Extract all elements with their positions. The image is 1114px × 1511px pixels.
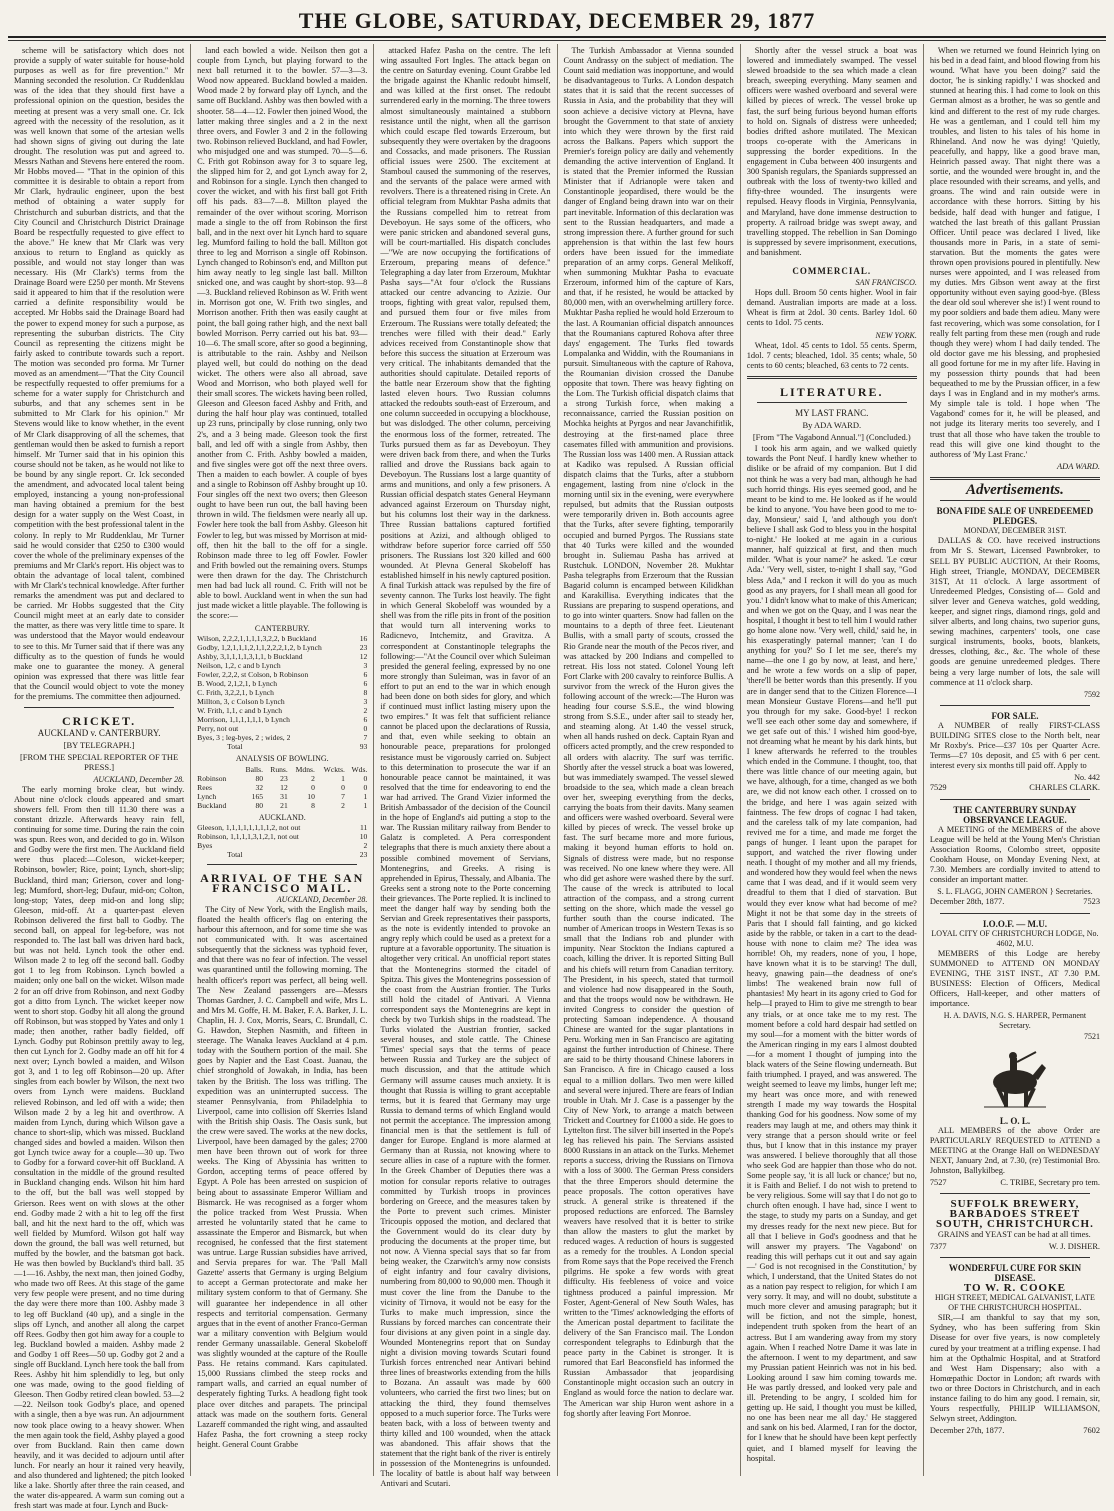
runs: 7 [363,733,368,743]
scorecard-total-row [197,742,367,751]
ad-text: ALL MEMBERS of the above Order are PARTICULARLY REQUESTED to ATTEND a MEETING at the Orange Hall on WEDNESDAY NEXT, January 2nd, at 7.30, (re) Testimonial Bro. Johnston, Ballykilbeg. [929,1125,1101,1176]
ad-date: December 28th, 1877. [929,897,1005,907]
divider [940,799,1090,800]
divider [207,864,357,865]
ad-sunday-observance [930,805,1100,908]
bowling-figure: 23 [280,773,288,783]
bowling-row [197,792,367,801]
scorecard-row [197,733,367,742]
column-5 [741,44,924,1476]
masthead [8,6,1106,38]
ad-text: A MEETING of the MEMBERS of the above League will be held at the Young Men's Christian Association Rooms, Colombo street, opposite Cookham House, on Monday Evening Next, at 7.30. Members are cordially invited to attend to consider an important matter. [929,824,1101,885]
story-conclusion: When we returned we found Heinrich lying on his bed in a dead faint, and blood flowing from his wound. 'What have you been doing?' said the doctor, 'he is sinking rapidly.' I was shocked and stunned at hearing this. I had come to look on this German almost as a brother, he was so gentle and kind and different to the rest of my rude charges. He was a gentleman, and I could tell him my troubles, and listen to his tales of his home in Rhineland. And now he was dying! 'Quietly, peacefully, and happy, like a good brave man, Heinrich passed away. That night there was a sortie, and the wounded were brought in, and the place resounded with their screams, and yells, and groans. The wind and rain outside were in accordance with these horrors. Sitting by his bedside, half dead with hunger and fatigue, I watched the last breath of this gallant Prussian Officer. Until peace was declared I lived, like thousands more in Paris, in a state of semi-starvation. But the moments the gates were thrown open provisions poured in plentifully. New nurses were appointed, and I was released from my duties. Mrs Gibson went away at the first opportunity without even saying good-bye. (Bless the dear old soul wherever she is!) I went round to my poor soldiers and bade them adieu. Many were fast recovering, which was some consolation, for I really felt parting from these men (rough and rude though they were) whom I had daily tended. The old doctor gave me his blessing, and prophesied all good fortune for me in my after life. Having in my possession thirty pounds that had been bequeathed to me by the Prussian officer, in a few days I was in England and in my mother's arms. My simple tale is told. I hope when 'The Vagabond' comes for it, he will be pleased, and not judge its literary merits too severely, and I trust that all those who have taken the trouble to read this will give one kind thought to the authoress of 'My Last Franc.' [929,46,1101,459]
ad-address: HIGH STREET, MEDICAL GALVANIST, LATE OF THE CHRISTCHURCH HOSPITAL. [935,1293,1095,1313]
ad-heading: I.O.O.F. — M.U. [982,918,1048,929]
batsman: B. Wood, 2,1,2,1, b Lynch [197,679,277,689]
ad-heading: L. O. L. [999,1115,1031,1126]
ad-building-sites [930,711,1100,794]
divider [940,913,1090,914]
bowler: Robinson [197,773,227,783]
bowling-figure: 1 [363,791,368,801]
divider [930,477,1100,480]
story-title: MY LAST FRANC. [795,408,869,418]
cricket-match-title: AUCKLAND v. CANTERBURY. [37,728,161,739]
commercial-sf-dateline: SAN FRANCISCO. [855,278,917,288]
divider [940,705,1090,706]
batsman: Gleeson, 1,1,1,1,1,1,1,1,2, not out [197,822,301,832]
ad-number: 7523 [1083,897,1101,907]
water-supply-report: scheme will be satisfactory which does not provide a supply of water suitable for house-hold purposes as well as for fire prevention." Mr Manning seconded the resolution. Cr Ruddenklau was of the idea that they should first have a professional opinion on the question, besides the meeting at present was a very small one. Cr. Ick agreed with the necessity of the resolution, as it was well known that some of the artesian wells had shown signs of giving out during the late drought. The resolution was put and agreed to. Messrs Nathan and Stevens here entered the room. Mr Hobbs moved— "That in the opinion of this committee it is desirable to obtain a report from Mr Clark, hydraulic engineer, upon the best method of obtaining a water supply for Christchurch and suburban districts, and that the City Council and Christchurch District Drainage Board be respectfully requested to give effect to the above." He knew that Mr Clark was very anxious to return to England as quickly as possible, and would not stay longer than was necessary. His (Mr Clark's) terms from the Drainage Board were £250 per month. Mr Stevens said it appeared to him that if the resolution were carried a definite responsibility would be accepted. Mr Hobbs said the Drainage Board had the power to expend money for such a purpose, as representing the suburban districts. The City Council as representing the citizens might be fairly asked to contribute towards such a report. The motion was seconded pro forma. Mr Turner moved as an amendment—"That the City Council be respectfully requested to offer premiums for a scheme for a water supply for Christchurch and suburbs, and that any schemes sent in be submitted to Mr Clark for his opinion." Mr Stevens would like to know whether, in the event of Mr Clark disapproving of all the schemes, that gentleman would then be asked to furnish a report himself. Mr Turner said that in his opinion this course should not be taken, as he would not like to be bound by any single report. Cr. Ick seconded the amendment, and advocated local talent being employed, instancing a young non-professional man having obtained a premium for the best design for a water supply on the West Coast, in competition with the best professional talent in the colony. In reply to Mr Ruddenklau, Mr Turner said he would consider that £250 to £300 would cover the whole of the preliminary expenses of the premiums and Mr Clark's report. His object was to obtain the advantage of local talent, combined with Mr Clark's technical knowledge. After further remarks the amendment was put and declared to be carried. Mr Hobbs suggested that the City Council might meet at an early date to consider the matter, as there was very little time to spare. It was understood that the Mayor would endeavour to see to this. Mr Turner said that if there was any difficulty as to the question of funds he would make one to guarantee the money. A general opinion was expressed that there was little fear that the Council would object to vote the money for the premiums. The committee then adjourned. [14,46,185,701]
bowling-row [197,774,367,783]
literature-heading: LITERATURE. [780,384,884,399]
bowler: Lynch [197,791,217,801]
batsman: Robinson, 1,1,1,1,3,1,2,1, not out [197,831,299,841]
bowling-figure: 165 [251,791,264,801]
bowling-figure: 1 [363,800,368,810]
bowling-figure: 12 [280,782,288,792]
bowling-header: Runs. [270,764,288,774]
divider [940,500,1090,501]
masthead-rule [8,40,1106,41]
bowling-figure: 2 [341,800,345,810]
ad-text: A NUMBER of really FIRST-CLASS BUILDING SITES close to the North belt, near Mr Roxby's. Price—£37 10s per Quarter Acre. Terms—£7 10s deposit, and £5 with 6 per cent. interest every six months till paid off. Apply to [929,720,1101,771]
runs: 8 [363,688,368,698]
runs: 6 [363,670,368,680]
divider [940,1193,1090,1194]
scorecard-row [197,688,367,697]
mail-dateline: AUCKLAND, December 28. [276,894,368,904]
ad-recipient: TO W. R. COOKE [963,1281,1067,1294]
bowling-figure: 80 [255,773,264,783]
batsman: Millton, 3, c Colson b Lynch [197,697,285,707]
newspaper-columns [8,44,1106,1511]
cricket-heading: CRICKET. [62,714,137,729]
advertisements-heading: Advertisements. [965,481,1064,498]
bowling-header: Wds. [351,764,368,774]
runs: 16 [359,634,368,644]
ad-heading: THE CANTERBURY SUNDAY OBSERVANCE LEAGUE. [953,804,1077,825]
scorecard-row [197,679,367,688]
column-4 [558,44,741,1476]
ad-heading: SUFFOLK BREWERY, BARBADOES STREET SOUTH, CHRISTCHURCH. [936,1198,1094,1231]
scorecard-row [197,706,367,715]
scorecard-row [197,715,367,724]
auckland-total-value: 23 [359,849,368,859]
ad-text: MEMBERS of this Lodge are hereby SUMMONED to ATTEND ON MONDAY EVENING, THE 31ST INST., AT 7.30 P.M. BUSINESS: Election of Officers, Medical Officers, Hall-keeper, and other matters of importance. [929,948,1101,1009]
scorecard-row [197,661,367,670]
war-news: attacked Hafez Pasha on the centre. The left wing assaulted Fort Ingles. The attack began on the centre on Saturday evening. Count Grabbe led the brigade against the Khanlic redoubt himself, and was killed at the first onset. The redoubt surrendered early in the morning. The three towers almost simultaneously maintained a stubborn resistance until the night, when all the garrison which could escape fled towards Erzeroum, but subsequently they were overtaken by the dragoons and Cossacks, and made prisoners. The Russian official issues were 2500. The excitement at Stamboul caused the summoning of the reserves, and the servants of the palace were armed with revolvers. There is a threatened rising in Crete. An official telegram from Mukhtar Pasha admits that the Russians compelled him to retreat from Deveboyun. He says some of the officers, who were panic stricken and abandoned several guns, will be court-martialled. His dispatch concludes—"We are now occupying the fortifications of Erzeroum, preparing means of defence." Telegraphing a day later from Erzeroum, Mukhtar Pasha says—"At four o'clock the Russians attacked our centre advancing to Azizie. Our troops, fighting with great valor, repulsed them, and pursued them four or five miles from Erzeroum. The Russians were totally defeated; the trenches were filled with their dead." Early advices received from Constantinople show that before this success the situation at Erzeroum was very critical. The inhabitants demanded that the authorities should capitulate. Detailed reports of the battle near Erzeroum show that the fighting lasted eleven hours. Two Russian columns attacked the redoubts south-east of Erzeroum, and one column succeeded in occupying a blockhouse, but was dislodged. The other column, perceiving the enormous loss of the former, retreated. The Turks pursued them as far as Deveboyun. They were driven back from there, and when the Turks rallied and drove the Russians back again to Deveboyun. The Russians lost a large quantity of arms and munitions, and only a few prisoners. A Russian official despatch states General Heymann advanced against Erzeroum on Thursday night, but his columns lost their way in the darkness. Three Russian battalions captured fortified positions at Azizi, and although obliged to withdraw before superior force carried off 550 prisoners. The Russians lost 320 killed and 600 wounded. At Plevna General Skobeloff has established himself in his newly captured position. A final Turkish attack was repulsed by the fire of seventy cannon. The Turks lost heavily. The fight in which General Skobeloff was wounded by a shell was from the rifle pits in front of the position that would turn all intervening works to Radicnevo, Intchemitz, and Gravitza. A correspondent at Constantinople telegraphs the following:—"At the Council over which Suleiman presided the general feeling, expressed by no one more strongly than Suleiman, was in favor of an effort to put an end to the war in which enough had been done on both sides for glory, and which if continued must inflict lasting misery upon the two empires." It was felt that sufficient reliance cannot be placed upon the declarations of Russia, and that, even while seeking to obtain an honourable peace, preparations for prolonged resistance must be vigorously carried on. Subject to this determination to prosecute the war if an honourable peace cannot be maintained, it was resolved that the time for endeavoring to end the war had arrived. The Grand Vizier informed the British Ambassador of the decision of the Council in the hope of England's aid putting a stop to the war. The Russian military railway from Bender to Galatz is completed. A Pera correspondent telegraphs that there is much anxiety there about a possible combined movement of Servians, Montenegrins, and Greeks. A rising is apprehended in Epirus, Thessaly, and Albania. The Greeks sent a strong note to the Porte concerning their grievances. The Porte replied. It is inclined to meet the danger half way by sending both the Servian and Greek representatives their passports, as the note is evidently intended to provoke an angry reply which could be used as a pretext for a rupture at a favorable opportunity. The situation is altogether very critical. An unofficial report states that the Montenegrins stormed the citadel of Spitza. This gives the Montenegrins possession of the coast from the Austrian frontier. The Turks still hold the citadel of Antivari. A Vienna correspondent says the Montenegrins are kept in check by two Turkish ships in the roadstead. The Turks violated the Austrian frontier, sacked several houses, and stole cattle. The Chinese 'Times' special says that the terms of peace between Russia and Turkey are the subject of much discussion, and that the attitude which Germany will assume causes much anxiety. It is thought that Russia is willing to grant acceptable terms, but it is feared that Germany may urge Russia to demand terms of which England would not permit the acceptance. The impression among financial men is that the settlement is full of danger for Europe. England is more alarmed at Germany than at Russia, not knowing where to secure allies in case of a rupture with the former. In the Greek Chamber of Deputies there was a motion for consular reports relative to outrages committed by Turkish troops in provinces bordering on Greece, and the measures taken by the Porte to prevent such crimes. Minister Tricoupis opposed the motion, and declared that the Government would do its clear duty by producing the documents at the proper time, but not now. A Vienna special says that so far from being weaker, the Czarwitch's army now consists of eight infantry and four cavalry divisions, numbering from 80,000 to 90,000 men. Though it must cover the line from the Danube to the vicinity of Tirnova, it would not be easy for the Turks to make much impression, since the Russians by forced marches can concentrate their four divisions at any given point in a single day. Wounded Montenegrins report that on Sunday night a division moving towards Scutari found Turkish forces entrenched near Antivari behind three lines of breastworks extending from the hills to Bozana. An assault was made by 600 volunteers, who carried the first two lines; but on attacking the third, they found themselves opposed to a much superior force. The Turks were beaten back, with a loss of between twenty and thirty killed and 100 wounded, when the attack was abandoned. This affair shows that the statement that the right bank of the river is entirely in possession of the Montenegrins is unfounded. The locality of battle is about half way between Antivari and Scutari. [380,46,551,1489]
ad-date: December 27th, 1877. [929,1426,1005,1436]
bowling-figure: 1 [341,773,345,783]
bowling-analysis-table [197,765,367,810]
runs: 6 [363,679,368,689]
scorecard-row [197,634,367,643]
bowling-figure: 0 [341,782,345,792]
ad-suffolk-brewery [930,1199,1100,1251]
runs: 3 [363,697,368,707]
divider [757,402,907,403]
batsman: Perry, not out [197,724,239,734]
batsman: Morrison, 1,1,1,1,1,1, b Lynch [197,715,290,725]
batsman: Fowler, 2,2,2, st Colson, b Robinson [197,670,309,680]
divider [747,376,917,379]
bowling-figure: 0 [363,782,368,792]
bowling-header [197,765,238,774]
bowling-figure: 10 [307,791,315,801]
scorecard-row [197,823,367,832]
bowling-figure: 8 [311,800,315,810]
ad-reference: No. 442 [1074,773,1101,783]
cricket-dateline: AUCKLAND, December 28. [93,774,185,784]
runs: 2 [363,706,368,716]
batsman: Ashby, 3,1,1,1,1,3,1,1, b Buckland [197,652,303,662]
ad-skin-disease-cure [930,1263,1100,1437]
story-source: [From "The Vagabond Annual."] (Concluded.) [752,432,911,443]
ad-advertiser: CHARLES CLARK. [1029,783,1101,793]
scorecard-row [197,697,367,706]
ad-secretary: C. TRIBE, Secretary pro tem. [1000,1178,1101,1188]
runs: 10 [359,831,368,841]
scorecard-row [197,832,367,841]
batsman: Wilson, 2,2,2,1,1,1,1,3,2,2, b Buckland [197,634,317,644]
commercial-heading: COMMERCIAL. [792,265,872,276]
cricket-report: The early morning broke clear, but windy. About nine o'clock clouds appeared and smart showers fell. From then till 11.30 there was a constant drizzle. Afterwards heavy rain fell, continuing for some time. During the rain the coin was spun. Rees won, and decided to go in. Wilson and Godby were the first men. The Auckland field were thus placed:—Coleson, wicket-keeper; Robinson, bowler; Rice, point; Lynch, short-slip; Buckland, third man; Grierson, cover and long-leg; Mumford, short-leg; Dufaur, mid-on; Colton, long-stop; Yates, deep mid-on and long slip; Gleeson, mid-off. At a quarter-past eleven Robinson delivered the first ball to Godby. The second ball, on appeal for leg-before, was not responded to. The last ball was driven hard back, but was not held. Lynch took the other end. Wilson made 2 to leg off the second ball. Godby got 1 to leg from Robinson. Lynch bowled a maiden; only one ball on the wicket. Wilson made 2 for an off drive from Robinson, and next Godby got a ditto from Lynch. The wicket keeper now went to short stop. Godby hit all along the ground off Robinson, but was stopped by Yates and only 1 made; then another, rather badly fielded, off Lynch. Godby put Robinson prettily away to leg, then cut Lynch for 2. Godby made an off hit for 4 next over; Lynch bowled a maiden, and Wilson got 3, and 1 to leg off Robinson—20 up. After singles from each bowler by Wilson, the next two overs from Lynch were maidens. Buckland relieved Robinson, and led off with a wide; then Wilson made 2 by a leg hit and overthrow. A maiden from Lynch, during which Wilson gave a chance to short-slip, which was missed. Buckland changed sides and bowled a maiden. Wilson then got Lynch twice away for a couple—30 up. Two to Godby for a forward cover-hit off Buckland. A consultation in the middle of the ground resulted in Buckland changing ends. Wilson hit him hard to the off, but the ball was well stopped by Grierson. Rees went on with slows at the other end. Godby made 2 with a hit to leg off the first ball, and hit the next hard to the off, which was well fielded by Mumford. Wilson got half way down the ground, the ball was well returned, but muffed by the bowler, and the batsman got back. He was then bowled by Buckland's third ball. 35—1—16. Ashby, the next man, then joined Godby, who made two off Rees. At this stage of the game very few people were present, and no time during the day were there more than 100. Ashby made 3 to leg off Buckland (40 up), and a single in the slips off Lynch, and another all along the carpet off Rees. Godby then got him away for a couple to leg. Buckland bowled a maiden. Ashby made 2 and Godby 1 off Rees—50 up. Godby got 2 and a single off Buckland. Lynch here took the ball from Rees. Ashby hit him splendidly to leg, but only one was made, owing to the good fielding of Gleeson. Then Godby retired clean bowled. 53—2—22. Neilson took Godby's place, and opened with a single, then a bye was run. An adjournment now took place owing to a heavy shower. When the men again took the field, Ashby played a good over from Buckland. Rain then came down heavily, and it was decided to adjourn until after lunch. For nearly an hour it rained very heavily, and also thundered and lightened; the pitch looked like a lake. Shortly after three the rain ceased, and the water dis-appeared. A warm sun coming out a fresh start was made at four. Lynch and Buck- [14,784,185,1511]
batsman: Neilson, 1,2, c and b Lynch [197,661,281,671]
commercial-sf-text: Hops dull. Broom 50 cents higher. Wool in fair demand. Australian imports are made at a loss. Wheat is firm at 2dol. 30 cents. Barley 1dol. 60 cents to 1dol. 75 cents. [746,288,917,328]
ad-number: 7602 [1083,1426,1101,1436]
column-2 [191,44,374,1476]
bowling-figure: 21 [280,800,288,810]
ad-text: SIR,—I am thankful to say that my son, Sydney, who has been suffering from Skin Disease for over five years, is now completely cured by your treatment at a trifling expense. I had him at the Opthalmic Hospital, and at Stratford and West Ham Dispensary; also with a Homœpathic Doctor in London; aft rwards with two or three Doctors in Christchurch, and in each instance failing to do him any good. I remain, sir, Yours respectfully, PHILIP WILLIAMSON, Selwyn street, Addington. [929,1313,1101,1424]
batsman: W. Frith, 1,1, c and b Lynch [197,706,283,716]
bowling-header: Wckts. [323,764,345,774]
canterbury-score-heading: CANTERBURY. [254,624,310,634]
horseman-emblem-icon [980,1048,1050,1110]
auckland-total-label: Total [227,849,243,859]
ad-officers: H. A. DAVIS, N.G. S. HARPER, Permanent Secretary. [943,1011,1087,1031]
mail-heading: ARRIVAL OF THE SAN FRANCISCO MAIL. [200,870,365,895]
bowling-figure: 2 [311,773,315,783]
ad-date: MONDAY, DECEMBER 31ST. [963,526,1067,536]
runs: 23 [359,643,368,653]
ad-number: 7527 [929,1178,947,1188]
column-1 [8,44,191,1511]
bowler: Buckland [197,800,227,810]
ad-heading: BONA FIDE SALE OF UNREDEEMED PLEDGES. [936,506,1094,527]
total-value: 93 [359,742,368,752]
auckland-scorecard [197,823,367,859]
scorecard-row [197,670,367,679]
auckland-total-row [197,850,367,859]
ad-advertiser: W. J. DISHER. [1048,1241,1101,1251]
batsman: C. Frith, 3,2,2,1, b Lynch [197,688,274,698]
bowling-figure: 80 [255,800,264,810]
bowling-header: Mdns. [295,764,315,774]
bowling-figure: 31 [280,791,288,801]
bowling-figure: 32 [255,782,264,792]
orange-lodge-emblem [930,1048,1100,1110]
mail-report: The City of New York, with the English mails, floated the health officer's flag on entering the harbour this afternoon, and for some time she was not communicated with. It was ascertained subsequently that the sickness was typhoid fever, and that there was no fear of infection. The vessel was quarantined until the following morning. The health officer's report was perfect, all being well. The New Zealand passengers are—Messrs Thomas Gardner, J. C. Campbell and wife, Mrs L. and Mrs M. Goffe, H. M. Baker, F. A. Barker, J. L. Chaplin, H. J. Cox, Morris, Sears, C. Brundall, C. G. Hawdon, Stephen Nasmith, and fifteen in steerage. The Wanaka leaves Auckland at 4 p.m. today with the Southern portion of the mail. She goes by Napier and the East Coast. Juanau, the chief stronghold of Jowakah, in India, has been taken by the British. The loss was trifling. The expedition was an uninterrupted success. The steamer Pennsylvania, from Philadelphia to Liverpool, came into collision off Skerries Island with the British ship Oasis. The Oasis sunk, but the crew were saved. The works at the new docks, Liverpool, have been damaged by the gales; 2700 men have been thrown out of work for three weeks. The King of Abyssinia has written to Gordon, accepting terms of peace offered by Egypt. A Pole has been arrested on suspicion of being about to assassinate Emperor William and Bismarck. He was recognised as a forger whom the police tracked from West Prussia. When arrested he voluntarily stated that he came to assassinate the Emperor and Bismarck, but when recognised, he confessed that the first statement was untrue. Large Russian subsidies have arrived, and Servia prepares for war. The 'Pall Mall Gazette' asserts that Germany is urging Belgium to accept a German protectorate and make her military system conform to that of Germany. She will guarantee her independence in all other respects and territorial compensation. Germany argues that in the event of another Franco-German war a military convention with Belgium would render Germany unassailable. General Skobeloff was slightly wounded at the capture of the Roulle Pass. He retains command. Kars capitulated. 15,000 Russians climbed the steep rocks and rampart walls, and carried an equal number of desperately fighting Turks. A headlong fight took place over ditches and parapets. The principal attack was made on the southern forts. General Lazareff commanded the right wing, and assaulted Hafez Pasha, the fort crowning a steep rocky height. General Count Grabbe [197,904,368,1449]
ad-unredeemed-pledges [930,506,1100,700]
divider [940,1257,1090,1258]
runs: 2 [363,840,368,850]
ad-number: 7529 [929,783,947,793]
ad-number: 7592 [1084,689,1101,699]
cricket-source: [FROM THE SPECIAL REPORTER OF THE PRESS.] [19,752,179,773]
cricket-byline: [BY TELEGRAPH.] [63,740,135,751]
ad-oddfellows-lodge [930,919,1100,1042]
ad-heading: WONDERFUL CURE FOR SKIN DISEASE. [948,1262,1082,1283]
divider [24,707,174,708]
story-author: By ADA WARD. [802,420,862,431]
runs: 0 [363,724,368,734]
column-3 [374,44,557,1489]
foreign-news: The Turkish Ambassador at Vienna sounded Count Andrassy on the subject of mediation. The Count said mediation was inopportune, and would be disadvantageous to Turks. A London despatch states that it is said that the recent successes of Russia in Asia, and the probability that they will soon achieve a decisive victory at Plevna, have brought the Government to that state of anxiety into which they were thrown by the first raid across the Balkans. Papers which support the Premier's foreign policy are daily and vehemently demanding the active intervention of England. It is stated that the Premier informed the Russian Minister that if Adrianople were taken and Constantinople jeopardised, there would be the danger of England being drawn into war on their part inevitable. Information of this declaration was sent to the Russian headquarters, and made a strong impression there. A further ground for such apprehension is that within the last few hours orders have been issued for the immediate preparation of an army corps. General Melikoff, when summoning Mukhtar Pasha to evacuate Erzeroum, informed him of the capture of Kars, and that, if he resisted, he would be attacked by 80,000 men, with an overwhelming artillery force. Mukhtar Pasha replied he would hold Erzeroum to the last. A Roumanian official dispatch announces that the Roumanians captured Rohova after three days' engagement. The Turks fled towards Lompalanka and Widdin, with the Roumanians in pursuit. Simultaneous with the capture of Rahova, the Roumanian division crossed the Danube opposite that town. There was heavy fighting on the Lom. The Turkish official dispatch claims that a strong Turkish force, when making a reconnaissance, carried the Russian position on Mochka heights at Pyrgos and near Javanchifitlik, destroying at the first-named place three casemates filled with ammunition and provisions. The Russian loss was 1400 men. A Russian attack at Kadiko was repulsed. A Russian official dispatch claims that the Turks, after a stubborn engagement, lasting from nine o'clock in the morning until six in the evening, were everywhere repulsed, but admits that the Russian outposts were temporarily driven in. Both accounts agree that the Turks, after severe fighting, temporarily occupied and burned Pyrgos. The Russians state that 40 Turks were killed and the wounded brought in. Suliemau Pasha has arrived at Rustchuk. LONDON, November 28. Mukhtar Pasha telegraphs from Erzeroum that the Russian Bagarid column is encamped between Kilidkhan and Karakillisa. Everything indicates that the Russians are preparing to suspend operations, and to go into winter quarters. Snow had fallen on the mountains to a depth of three feet. Lieutenant Bullis, with a small party of scouts, crossed the Rio Grande near the mouth of the Pecos river, and was attacked by 200 Indians and compelled to retreat. His loss not stated. Colonel Young left Fort Clarke with 200 cavalry to reinforce Bullis. A survivor from the wreck of the Huron gives the following account of the wreck:—The Huron was heading four course S.S.E., the wind blowing strong from S.S.E., under after sail to steady her, and steaming along. At 1.40 the vessel struck, when all hands rushed on deck. Captain Ryan and officers acted promptly, and the crew responded to all orders with alacrity. The surf was terrific. Shortly after the vessel struck a boat was lowered, but was immediately swamped. The vessel slewed broadside to the sea, which made a clean breach over her, sweeping everything from the decks, carrying the boats from their davits. Many seamen and officers were washed overboard. Several were killed by pieces of wreck. The vessel broke up fast. The surf became more and more furious, making it beyond human efforts to hold on. Signals of distress were made, but no response was received. No one knew where they were. All who did get ashore were washed there by the surf. The cause of the wreck is attributed to local attraction of the compass, and a strong current setting on the shore, which made the vessel go further south than the course indicated. The number of American troops in Western Texas is so small that the Indians rob and plunder with impunity. Near Stockton the Indians captured a coach, killing the driver. It is reported Sitting Bull and his chiefs will return from Canadian territory. The President, in his speech, stated that turmoil and violence had now disappeared in the South, and that the troops would now be withdrawn. He invited Congress to consider the question of protecting Samoan independence. A thousand Chinese are wanted for the sugar plantations in Peru. Working men in San Francisco are agitating against the further introduction of Chinese. There are said to be thirty thousand Chinese laborers in San Francisco. A fire in Chicago caused a loss equal to a million dollars. Two men were killed and several were injured. There are fears of Indian trouble in Utah. Mr J. Case is a passenger by the City of New York, to arrange a match between Trickett and Courtney for £1000 a side. He goes to Lyttelton first. The silver bill inserted in the Pope's leg has relieved his pain. The Servians assisted 8000 Russians in an attack on the Turks. Mehemet reports a success, driving the Russians on Tirnova with a loss of 3000. The German Press considers that the three Emperors should determine the peace proposals. The cotton operatives have struck. A general strike is threatened if the proposed reductions are enforced. The Barnsley weavers have resolved that it is better to strike than allow the masters to glut the market by reduced wages. A reduction of hours is suggested as a remedy for the troubles. A London special from Rome says that the Pope received the French pilgrims. He spoke a few words with great difficulty. His feebleness of voice and voice tightness produced a painful impression. Mr Foster, Agent-General of New South Wales, has written to the 'Times' acknowledging the efforts of the American postal department to facilitate the delivery of the San Francisco mail. The London correspondent telegraphs to Edinburgh that the peace party in the Cabinet is stronger. It is rumored that Earl Beaconsfield has informed the Russian Ambassador that jeopardising Constantinople might occasion such an outcry in England as would force the nation to declare war. The American war ship Huron went ashore in a fog shortly after leaving Fort Monroe. [563,46,734,1418]
runs: 11 [360,822,368,832]
batsman: Byes [197,840,213,850]
batsman: Godby, 1,2,1,1,1,2,1,1,2,2,2,1,2, b Lynch [197,643,322,653]
scorecard-row [197,724,367,733]
story-signature: ADA WARD. [1057,461,1101,471]
canterbury-scorecard [197,634,367,751]
ad-secretaries: S. L. FLAGG, JOHN CAMERON } Secretaries. [937,887,1093,897]
commercial-ny-dateline: NEW YORK. [875,330,917,340]
bowling-row [197,783,367,792]
bowling-row [197,801,367,810]
bowling-analysis-heading: ANALYSIS OF BOWLING. [235,754,329,764]
story-text: I took his arm again, and we walked quietly towards the Pont Neuf. I hardly knew whether to dislike or be afraid of my companion. But I did not think he was a very bad man, although he had such horrid things. His eyes seemed good, and he meant to be kind to me. He looked as if he would be kind to anyone. 'You have been good to me to-day, Monsieur,' said I, 'and although you don't believe I shall ask God to bless you in the hospital to-night.' He looked at me again in a curious manner, half quizzical at first, and then much milder. 'What is your name?' he asked. 'Le cœur Ada.' 'Very well, sister, to-night I shall say, "God bless Ada," and I reckon it will do you as much good as any prayers, for I shall mean all good for you.' I didn't know what to make of this American; and when we got on the Quay, and I was near the hospital, I thought it best to tell him I would rather go home alone now. 'Very well, child,' said he, in his exasperatingly paternal manner; 'can I do anything for you?' So I let me see, there's my name—the one I go by now, at least, and here,' and he wrote a few words on a slip of paper, 'there'll be better words than this presently. If you are in danger send that to the Citizen Florence—I mean Monsieur Gustave Florens—and he'll put you through for my sake. Good-bye! I reckon we'll see each other some day and somewhere, if we get safe out of this.' I wished him good-bye, not dreaming what he meant by his dark hints, but I knew afterwards he referred to the troubles which ended in the Commune. I thought, too, that there was little chance of our meeting again, but we have, although, for a time, changed as we both are, we did not know each other. I crossed on to the bridge, and here I was again seized with faintness. The few drops of cognac I had taken, and the careless talk of my late companion, had revived me for a time, and made me forget the pangs of hunger. I leant upon the parapet for support, and watched the river flowing under neath. I thought of my mother and all my friends, and wondered how they would feel when the news came that I was dead, and if it would seem very dreadful to them that I died of starvation. But would they ever know what had become of me? Might it not be that some day in the streets of Paris that I should fall fainting, and go kicked aside by the rabble, or taken in a cart to the dead-house with none to claim me? The idea was horrible! Oh, my readers, none of you, I hope, have known what it is to be starving! The dull, heavy, gnawing pain—the deadness of one's limbs! The weakened brain now full of phantasies! My heart in its agony cried to God for help—I prayed to Him to give me strength to bear any trials, or at once take me to my rest. The moment before a cold hard despair had settled on my soul—for a moment with the bitter words of the American ringing in my ears I almost doubted—for a moment I thought of jumping into the black waters of the Seine flowing underneath. But faith triumphed. I prayed, and was answered. The weight seemed to leave my limbs, hunger left me; my heart was once more, and with renewed strength I made my way towards the Hospital thanking God for his goodness. Now some of my readers may laugh at me, and others may think it very strange that a person should write or feel thus, but I know that in this instance my prayer was answered. I believe thoroughly that all those who seek God are happier than those who do not. Some people say, 'it is all luck or chance;' but no, it is Faith and Belief. I do not wish to pretend to be very religious. Some will say that I do not go to church often enough. I have had, since I went to the stage, to study my parts on a Sunday, and get my dresses ready for the next new piece. But for all that I believe in God's goodness and that he will answer my prayers. 'The Vagabond' on reading this will perhaps cut it out and say again—' God is not recognised in the Constitution,' by which, I understand, that the United States do not as a nation pay respect to religion, for which I am very sorry. It may, and will no doubt, substitute a much more clever and amusing paragraph; but it will be fiction, and not the simple, honest, independent truth spoken from the heart of an actress. But I am wandering away from my story again. When I reached Notre Dame it was late in the afternoon. I went to my department, and saw my Prussian patient Heinrich was not in his bed. Looking around I saw him coming towards me. He was partly dressed, and looked very pale and ill. Pretending to be angry, I scolded him for getting up. He said, I thought you must be killed, no one has been near me all day.' He staggered and sank on his bed. Alarmed, I ran for the doctor, for I knew that he should have been kept perfectly quiet, and I blamed myself for leaving the hospital. [746,444,917,1463]
bowling-figure: 7 [341,791,345,801]
runs: 6 [363,715,368,725]
auckland-score-heading: AUCKLAND. [258,812,306,822]
ad-number: 7377 [929,1241,947,1251]
commercial-ny-text: Wheat, 1dol. 45 cents to 1dol. 55 cents. Sperm, 1dol. 7 cents; bleached, 1dol. 35 cents; whale, 50 cents to 60 cents; bleached, 63 cents to 72 cents. [746,340,917,370]
ad-text: GRAINS and YEAST can be had at all times. [937,1229,1091,1239]
bowling-figure: 0 [311,782,315,792]
ad-text: DALLAS & CO. have received instructions from Mr S. Stewart, Licensed Pawnbroker, to SELL BY PUBLIC AUCTION, At their Rooms, High street, Triangle, MONDAY, DECEMBER 31ST, At 11 o'clock. A large assortment of Unredeemed Pledges, Consisting of— Gold and silver lever and Geneva watches, gold wedding, keeper, and signet rings, diamond rings, gold and silver alberts, and long chains, two superior guns, sewing machines, carpenters' tools, one case surgical instruments, books, boots, blankets, dresses, clothing, &c., &c. The whole of these goods are genuine unredeemed pledges. There being a very large number of lots, the sale will commence at 11 o'clock sharp. [929,536,1101,687]
ad-orange-lodge [930,1116,1100,1189]
scorecard-row [197,643,367,652]
total-label: Total [227,742,243,752]
bowling-header-row [197,765,367,774]
scorecard-row [197,841,367,850]
runs: 12 [359,652,368,662]
bowling-header: Balls. [245,764,264,774]
cricket-report-continued: land each bowled a wide. Neilson then got a couple from Lynch, but playing forward to the next ball returned it to the bowler. 57—3—3. Wood now appeared. Buckland bowled a maiden. Wood made 2 by forward play off Lynch, and the same off Buckland. Ashby was then bowled with a shooter. 58—4—12. Fowler then joined Wood, the latter making three singles and a 2 in the next three overs, and Fowler 3 and 2 in the following two. Robinson relieved Buckland, and had Fowler, who misjudged one and was stumped. 70—5—6. C. Frith got Robinson away for 3 to square leg, the slipped him for 2, and got Lynch away for 2, and Robinson for a single. Lynch then changed to cover the wicket, and with his first ball got Frith off his pads. 83—7—8. Millton played the remainder of the over without scoring. Morrison made a single to the off from Robinson the first ball, and in the next over hit Lynch hard to square leg. Mumford failing to hold the ball. Millton got three to leg and Morrison a single off Robinson. Lynch changed to Robinson's end, and Millton put him away neatly to leg single last ball. Millton snicked one, and was caught by short-stop. 93—8—3. Buckland relieved Robinson as W. Frith went in. Morrison got one, W. Frith two singles, and Morrison another. Frith then was easily caught at point, the ball going rather high, and the next ball bowled Morrison. Perry carried out his bat. 93—10—6. The small score, after so good a beginning, is attributable to the rain. Ashby and Neilson played well, but could do nothing on the dead wicket. The others were also all abroad, save Wood and Morrison, who both played well for their small scores. The wickets having been rolled, Gleeson and Gleeson faced Ashby and Frith, and during the half hour play was continued, totalled up 23 runs, principally by close running, only two 2's, and a 3 being made. Gleeson took the first ball, and led off with a single from Ashby, then another from C. Frith. Ashby bowled a maiden, and five singles were got off the next three overs. Then a maiden to each bowler. A couple of byes and a single to Robinson off Ashby brought up 10. Four singles off the next two overs; then Gleeson ought to have been run out, the ball having been thrown in wild. The fieldsmen were nearly all up. Fowler here took the ball from Ashby. Gleeson hit Fowler to leg, but was missed by Morrison at mid-off, then hit the ball to the off for a single. Robinson made three to leg off Fowler. Fowler and Frith bowled out the remaining overs. Stumps were then drawn for the day. The Christchurch men had bad luck all round. C. Frith will not be able to bowl. Auckland went in when the sun had just made wicket a little playable. The following is the score:— [197,46,368,621]
ad-number: 7521 [1084,1031,1101,1041]
scorecard-row [197,652,367,661]
column-6 [924,44,1106,1476]
batsman: Byes, 3 ; leg-byes, 2 ; wides, 2 [197,733,291,743]
bowling-figure: 0 [363,773,368,783]
ad-heading: FOR SALE. [991,710,1039,721]
runs: 3 [363,661,368,671]
bowler: Rees [197,782,212,792]
newspaper-title: THE GLOBE, SATURDAY, DECEMBER 29, 1877 [298,8,816,33]
wreck-news: Shortly after the vessel struck a boat was lowered and immediately swamped. The vessel slewed broadside to the sea which made a clean breach, sweeping everything. Many seamen and officers were washed overboard and several were killed by pieces of wreck. The vessel broke up fast, the surf being furious beyond human efforts to hold on. Signals of distress were unheeded; bodies drifted ashore mutilated. The Mexican troops co-operate with the Americans in suppressing the border expeditions. In the engagement in Cuba between 400 insurgents and 300 Spanish regulars, the Spaniards suppressed an outbreak with the loss of twenty-two killed and fifty-three wounded. The insurgents were repulsed. Heavy floods in Virginia, Pennsylvania, and Maryland, have done immense destruction to property. A railroad bridge was swept away, and travelling stopped. The rebellion in San Domingo is suppressed by severe imprisonment, executions, and banishment. [746,46,917,257]
ad-lodge: LOYAL CITY OF CHRISTCHURCH LODGE, No. 4602, M.U. [931,928,1099,948]
